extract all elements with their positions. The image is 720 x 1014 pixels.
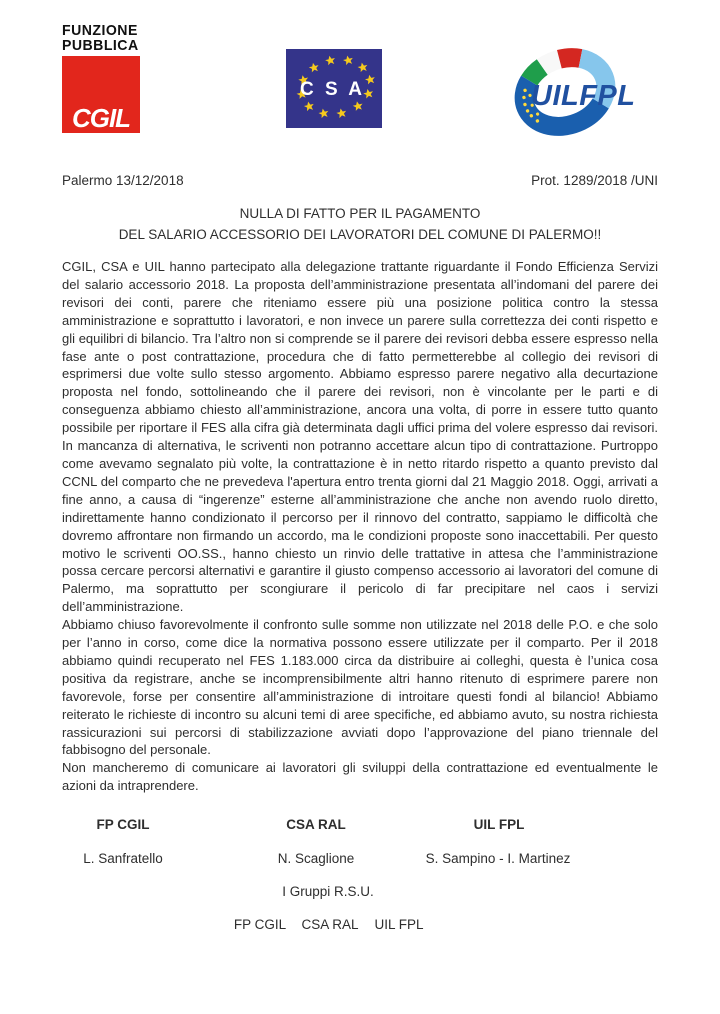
uilfpl-ring-icon <box>507 40 641 142</box>
cgil-red-box <box>62 56 140 133</box>
rsu-group-fp-cgil: FP CGIL <box>233 917 287 933</box>
csa-logo <box>286 49 382 128</box>
place-date: Palermo 13/12/2018 <box>62 173 184 188</box>
body-paragraph-2: Abbiamo chiuso favorevolmente il confronto sulle somme non utilizzate nel 2018 delle P.O. e che solo per l’anno in corso, come dice la normativa possono essere utilizzate per il comparto. Per il 2018 abbiamo quindi recuperato nel FES 1.183.000 circa da distribuire ai colleghi, questa è l’unica cosa positiva da registrare, anche se incomprensibilmente altri hanno ritenuto di esprimere parere non favorevole, forse per consentire all’amministrazione di introitare questi fondi al bilancio! Abbiamo reiterato le richieste di incontro su alcuni temi di aree specifiche, ed abbiamo avuto, su nostra richiesta rassicurazioni sui percorsi di stabilizzazione avviati dopo l’approvazione del piano triennale del fabbisogno del personale. <box>62 617 658 758</box>
rsu-group-uil-fpl: UIL FPL <box>374 917 424 933</box>
signature-org-fp-cgil: FP CGIL <box>96 817 150 833</box>
cgil-acronym: CGIL <box>71 103 131 133</box>
body-paragraph-1: CGIL, CSA e UIL hanno partecipato alla delegazione trattante riguardante il Fondo Efficienza Servizi del salario accessorio 2018. La proposta dell’amministrazione presentata all’indomani del parere dei revisori dei conti, parere che riteniamo essere più una posizione politica contro la stessa amministrazione e soprattutto i lavoratori, e non invece un parere sulla correttezza dei conti rispetto e gli equilibri di bilancio. Tra l’altro non si comprende se il parere dei revisori debba essere espresso nella fase ante o post contrattazione, procedura che di fatto permetterebbe al collegio dei revisori di esprimersi due volte sullo stesso argomento. Abbiamo espresso parere negativo alla decurtazione proposta nel fondo, sottolineando che il parere dei revisori, non è vincolante per le parti e di conseguenza abbiamo chiesto all’amministrazione, ancora una volta, di porre in essere tutto quanto possibile per riportare il FES alla cifra già determinata dagli uffici prima del volere espresso dai revisori. In mancanza di alternativa, le scriventi non potranno accettare alcun tipo di contrattazione. Purtroppo come avevamo segnalato più volte, la contrattazione è in netto ritardo rispetto a quanto previsto dal CCNL del comparto che ne prevedeva l'apertura entro trenta giorni dal 21 Maggio 2018. Oggi, arrivati a fine anno, a causa di “ingerenze” esterne all’amministrazione che anche non avendo ruolo diretto, indirettamente hanno condizionato il percorso per il rinnovo del contratto, sappiamo le difficoltà che dovremo affrontare non firmando un accordo, ma le condizioni proposte sono inaccettabili. Per questo motivo le scriventi OO.SS., hanno chiesto un rinvio delle trattative in attesa che l’amministrazione possa cercare percorsi alternativi e garantire il giusto compenso accessorio ai lavoratori del comune di Palermo, ma soprattutto per scongiurare il pericolo di far precipitare nel caos i servizi dell’amministrazione. <box>62 259 658 615</box>
rsu-groups-label: I Gruppi R.S.U. <box>282 884 374 900</box>
document-title <box>62 203 658 245</box>
uilfpl-acronym: UILFPL <box>531 80 636 112</box>
csa-acronym: C S A <box>300 79 365 100</box>
cgil-logo <box>62 24 146 133</box>
csa-stars-icon <box>286 49 382 128</box>
dateline <box>62 172 658 189</box>
signature-name-sanfratello: L. Sanfratello <box>83 851 163 867</box>
logo-header <box>0 0 720 150</box>
funzione-pubblica-label <box>62 24 141 53</box>
pubblica-label: PUBBLICA <box>62 36 139 54</box>
document-title-line2: DEL SALARIO ACCESSORIO DEI LAVORATORI DEL COMUNE DI PALERMO!! <box>118 227 602 242</box>
signature-name-sampino-martinez: S. Sampino - I. Martinez <box>425 851 571 867</box>
body-paragraph-3: Non mancheremo di comunicare ai lavoratori gli sviluppi della contrattazione ed eventualmente le azioni da intraprendere. <box>62 760 658 794</box>
signature-org-csa-ral: CSA RAL <box>286 817 346 833</box>
signature-name-scaglione: N. Scaglione <box>277 851 355 867</box>
letter-content <box>62 172 658 942</box>
signature-block <box>62 817 658 942</box>
document-title-line1: NULLA DI FATTO PER IL PAGAMENTO <box>239 206 481 221</box>
uilfpl-logo <box>507 40 641 142</box>
funzione-label: FUNZIONE <box>62 22 138 39</box>
letter-body <box>62 258 658 795</box>
signature-org-uil-fpl: UIL FPL <box>473 817 525 833</box>
rsu-group-csa-ral: CSA RAL <box>301 917 359 933</box>
protocol-number: Prot. 1289/2018 /UNI <box>531 173 658 188</box>
